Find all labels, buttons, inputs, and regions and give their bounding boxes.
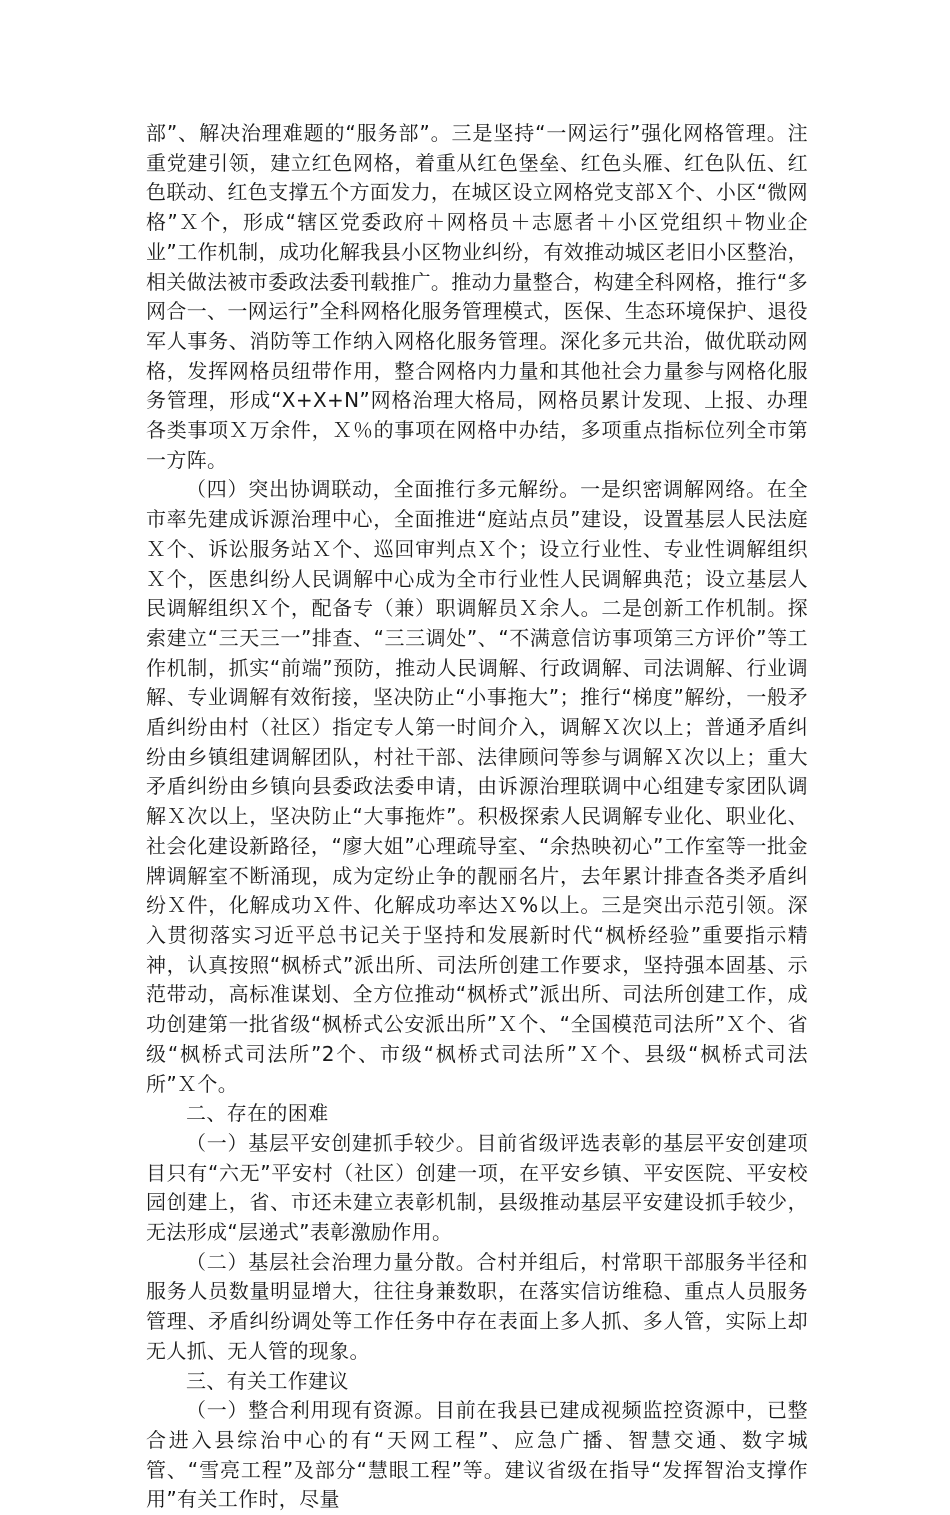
paragraph-dispute-resolution: （四）突出协调联动，全面推行多元解纷。一是织密调解网络。在全市率先建成诉源治理中心，全面推进“庭站点员”建设，设置基层人民法庭Ｘ个、诉讼服务站Ｘ个、巡回审判点Ｘ个；设立行业性、专业性调解组织Ｘ个，医患纠纷人民调解中心成为全市行业性人民调解典范；设立基层人民调解组织Ｘ个，配备专（兼）职调解员Ｘ余人。二是创新工作机制。探索建立“三天三一”排查、“三三调处”、“不满意信访事项第三方评价”等工作机制，抓实“前端”预防，推动人民调解、行政调解、司法调解、行业调解、专业调解有效衔接，坚决防止“小事拖大”；推行“梯度”解纷，一般矛盾纠纷由村（社区）指定专人第一时间介入，调解Ｘ次以上；普通矛盾纠纷由乡镇组建调解团队，村社干部、法律顾问等参与调解Ｘ次以上；重大矛盾纠纷由乡镇向县委政法委申请，由诉源治理联调中心组建专家团队调解Ｘ次以上，坚决防止“大事拖炸”。积极探索人民调解专业化、职业化、社会化建设新路径，“廖大姐”心理疏导室、“余热映初心”工作室等一批金牌调解室不断涌现，成为定纷止争的靓丽名片，去年累计排查各类矛盾纠纷Ｘ件，化解成功Ｘ件、化解成功率达Ｘ%以上。三是突出示范引领。深入贯彻落实习近平总书记关于坚持和发展新时代“枫桥经验”重要指示精神，认真按照“枫桥式”派出所、司法所创建工作要求，坚持强本固基、示范带动，高标准谋划、全方位推动“枫桥式”派出所、司法所创建工作，成功创建第一批省级“枫桥式公安派出所”Ｘ个、“全国模范司法所”Ｘ个、省级“枫桥式司法所”2个、市级“枫桥式司法所”Ｘ个、县级“枫桥式司法所”Ｘ个。	[146, 477, 808, 1096]
paragraph-difficulty-2: （二）基层社会治理力量分散。合村并组后，村常职干部服务半径和服务人员数量明显增大，往往身兼数职，在落实信访维稳、重点人员服务管理、矛盾纠纷调处等工作任务中存在表面上多人抓、多人管，实际上却无人抓、无人管的现象。	[146, 1249, 808, 1363]
paragraph-grid-management: 部”、解决治理难题的“服务部”。三是坚持“一网运行”强化网格管理。注重党建引领，建立红色网格，着重从红色堡垒、红色头雁、红色队伍、红色联动、红色支撑五个方面发力，在城区设立网格党支部Ｘ个、小区“微网格”Ｘ个，形成“辖区党委政府＋网格员＋志愿者＋小区党组织＋物业企业”工作机制，成功化解我县小区物业纠纷，有效推动城区老旧小区整治，相关做法被市委政法委刊载推广。推动力量整合，构建全科网格，推行“多网合一、一网运行”全科网格化服务管理模式，医保、生态环境保护、退役军人事务、消防等工作纳入网格化服务管理。深化多元共治，做优联动网格，发挥网格员纽带作用，整合网格内力量和其他社会力量参与网格化服务管理，形成“X+X+N”网格治理大格局，网格员累计发现、上报、办理各类事项Ｘ万余件，Ｘ％的事项在网格中办结，多项重点指标位列全市第一方阵。	[146, 121, 809, 472]
paragraph-difficulty-1: （一）基层平安创建抓手较少。目前省级评选表彰的基层平安创建项目只有“六无”平安村（社区）创建一项，在平安乡镇、平安医院、平安校园创建上，省、市还未建立表彰机制，县级推动基层平安建设抓手较少，无法形成“层递式”表彰激励作用。	[146, 1130, 808, 1245]
section-heading-suggestions: 三、有关工作建议	[186, 1368, 349, 1393]
section-heading-difficulties: 二、存在的困难	[186, 1101, 329, 1126]
document-page	[146, 119, 808, 1515]
paragraph-suggestion-1: （一）整合利用现有资源。目前在我县已建成视频监控资源中，已整合进入县综治中心的有“天网工程”、应急广播、智慧交通、数字城管、“雪亮工程”及部分“慧眼工程”等。建议省级在指导“发挥智治支撑作用”有关工作时，尽量	[146, 1398, 808, 1512]
